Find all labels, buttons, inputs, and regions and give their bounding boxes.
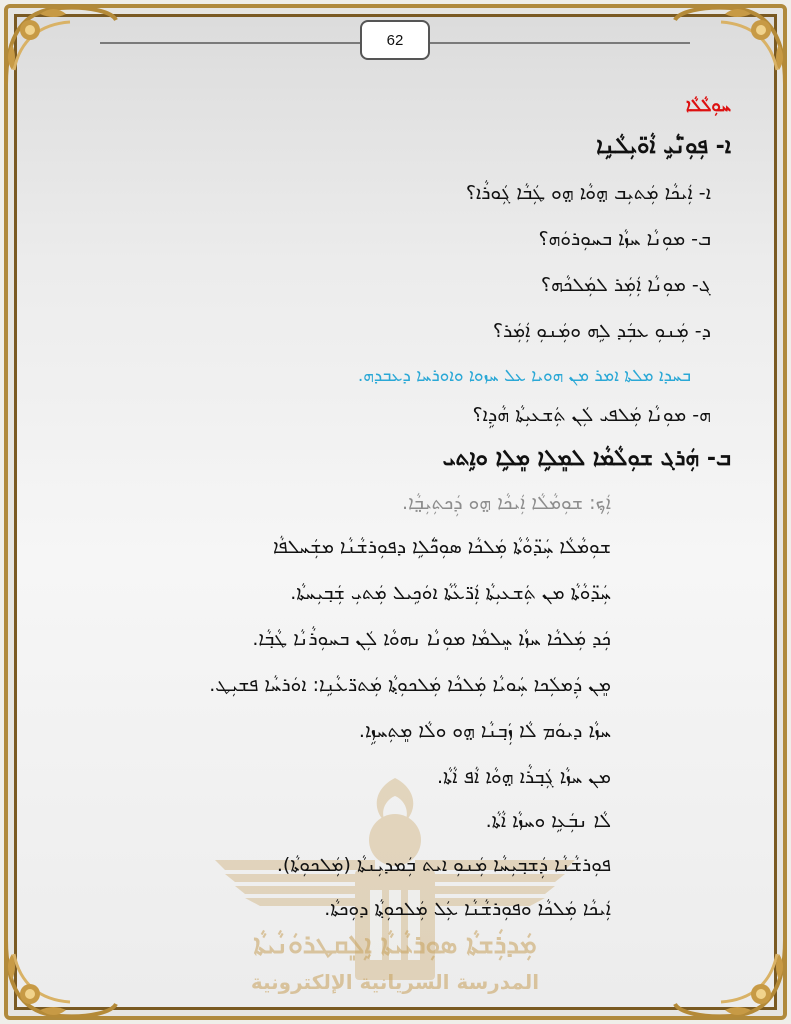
instruction-note: ܒܚܕܐ ܡܠܬܐ ܐܡܪ ܡܢ ܗܘܝܐ ܥܠ ܚܙܘܐ ܘܐܘܪܚܐ ܕܥܒܕܗ. bbox=[357, 366, 691, 386]
watermark-syriac: ܡܲܕܪܲܫܬܵܐ ܣܘܼܪܝܵܝܬܵܐ ܐܹܠܸܩܛܪܘܿܢܵܝܬܵܐ bbox=[253, 930, 537, 960]
page-number: 62 bbox=[360, 20, 430, 60]
body-line: ܦܘܼܪܫܵܢܵܐ ܕܲܫܒ݂ܝܼܚܵܐ ܡܲܢܘܼ ܐܝܬ ܒܲܡܕܝܼܢܬܵܐ (ܡܲܠܟܘܼܬܵܐ). bbox=[276, 854, 611, 876]
heading-questions: ܐ- ܦܼܘܼܢ̈ܵܝܹ ܐܵܘ̈ܝܼܠܵܢܹܐ bbox=[596, 134, 731, 159]
body-line: ܫܘܼܡܵܠܵܐ ܚܲܕ̈ܘܵܬܵܐ ܡܲܠܟܵܐ ܣܘܼܟ̈ܵܠܹܐ ܕܦܘܼܪܫܵܢܵܐ ܡܫܲܚܠܦܵܐ bbox=[273, 536, 611, 558]
section-label: ܚܘܼܠܵܠܵܐ bbox=[685, 96, 731, 116]
question-5: ܗ- ܡܘܼܢܵܐ ܡܲܠܦܝ ܠܲܢ ܬܲܫܥܝܼܬܵܐ ܗܵܕܹܐ؟ bbox=[472, 404, 711, 426]
body-line: ܚܙܵܐ ܕܝܘܿܡ ܠܵܐ ܙܲܒ݂ܢܵܐ ܗ̤ܘ ܘܠܵܐ ܡܸܬܼܚܙܹܐ. bbox=[358, 720, 611, 742]
ornament-corner-icon bbox=[0, 934, 120, 1024]
body-line: ܟܲܕ ܡܲܠܟܵܐ ܚܙܵܐ ܚܸܠܡܵܐ ܡܘܼܢܵܐ ܢܗܘܵܐ ܠܲܢ ܒܚܘܼܪܵܢܵܐ ܛܵܒ݂ܵܐ. bbox=[252, 628, 611, 650]
question-2: ܒ- ܡܘܼܢܵܐ ܚܙܵܐ ܒܚܘܼܪܘܿܗ؟ bbox=[538, 228, 711, 250]
body-line: ܠܵܐ ܢܒܲܥܹܐ ܘܚܙܵܐ ܐܵܬܵܐ. bbox=[485, 810, 611, 832]
ornament-corner-icon bbox=[0, 0, 120, 90]
body-line: ܐܲܝܟܵܐ ܡܲܠܟܵܐ ܘܦܘܼܪܫܵܢܵܐ ܥܲܠ ܡܲܠܟܘܼܬ݂ܵܐ ܕܘܼܟܬܵܐ. bbox=[324, 898, 611, 920]
question-3: ܓ- ܡܘܼܢܵܐ ܐܲܡܲܪ ܠܡܲܠܟܵܗ؟ bbox=[540, 274, 711, 296]
ornament-corner-icon bbox=[671, 934, 791, 1024]
body-line: ܡܸܢ ܕܲܡܠܲܟܐ ܚܲܘܝܵܐ ܡܲܠܟܵܐ ܡܲܠܟܘܼܬ݂ܵܐ ܡܲܬܪ̈ܥܵܢܹܐ: ܐܘܿܪܚܵܐ ܦܫܝܼܛ. bbox=[209, 674, 611, 696]
heading-exercise: ܒ- ܗܲܪܓ ܫܘܼܠܵܡܵܐ ܠܡܸܠܹܐ ܡܸܠܹܐ ܘܐܹܬܝ bbox=[442, 446, 731, 471]
ornament-corner-icon bbox=[671, 0, 791, 90]
body-line: ܡܢ ܚܙܵܐ ܓܲܒ݂ܪܵܐ ܗ̤ܘܵܐ ܐܵܦ ܐܵܬܵܐ. bbox=[436, 766, 611, 788]
body-line: ܚܲܕ̈ܘܵܬܵܐ ܡܢ ܬܲܫܥܝܼܬܵܐ ܐܲܪ̈ܥܵܬܵܐ ܐܘܿܟܹܝܠ ܡܲܬܝܼ ܫܲܒ݂ܝܼܚܬܵܐ. bbox=[290, 582, 611, 604]
question-1: ܐ- ܐܲܝܟܵܐ ܡܲܬܝܼܒ ܗ̤ܘܵܐ ܗ̤ܘ ܛܲܒܵܐ ܓܲܘܪܵܐ؟ bbox=[465, 182, 711, 204]
example-line: ܐܲܟ݂: ܫܘܼܡܵܠܵܐ ܐܲܝܟܵܐ ܗ̤ܘ ܕܲܟܬܼܝܼܒ̤ܵܐ. bbox=[402, 492, 611, 514]
watermark-arabic: المدرسة السريانية الإلكترونية bbox=[250, 970, 540, 994]
question-4: ܕ- ܡܲܢܘܼ ܥܒܲܕ ܠܹܗ ܘܡܲܢܘܼ ܐܲܡܲܪ؟ bbox=[492, 320, 711, 342]
